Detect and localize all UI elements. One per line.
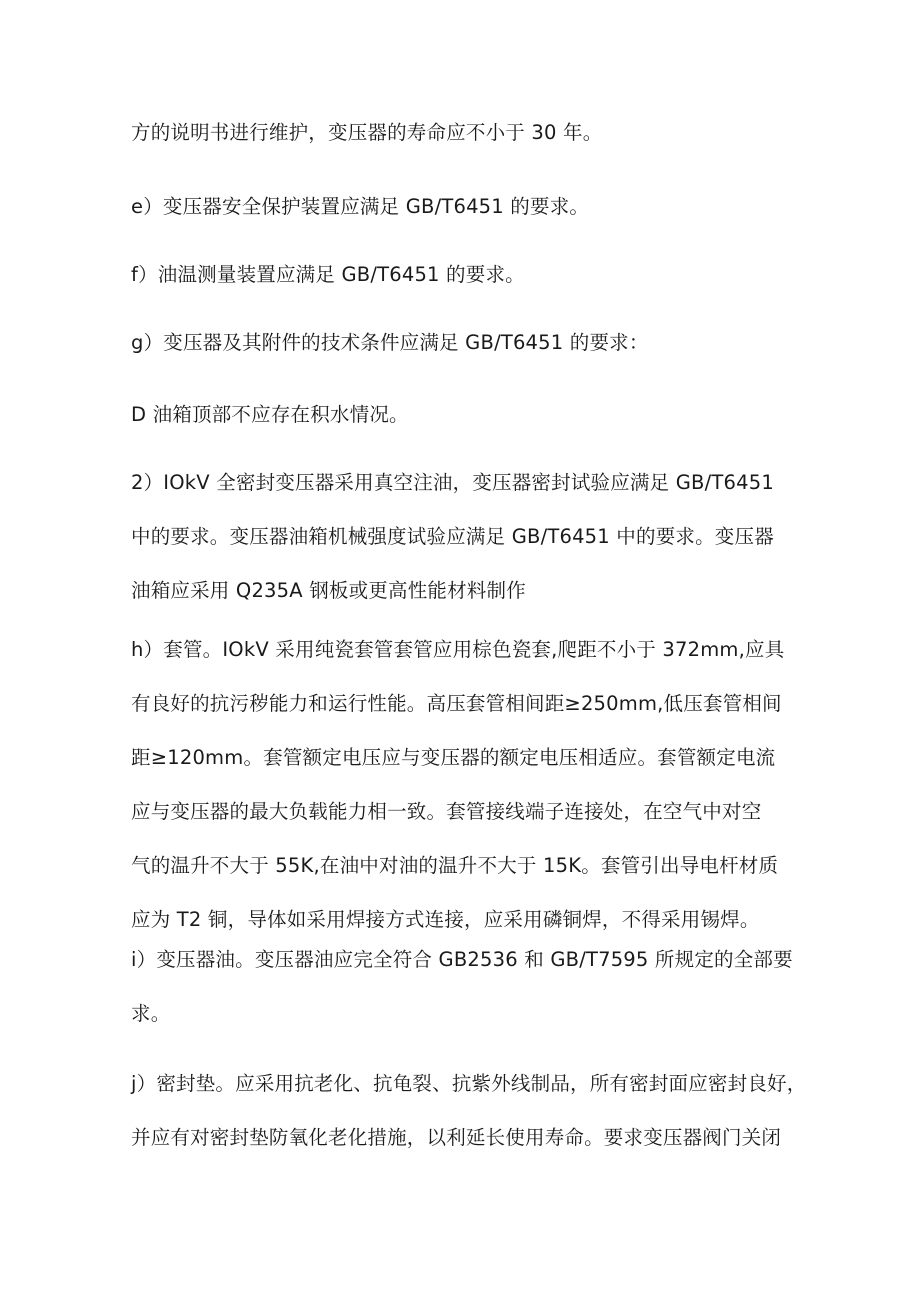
paragraph-e-safety-device (131, 180, 811, 234)
text-line: 距≥120mm。套管额定电压应与变压器的额定电压相适应。套管额定电流 (131, 746, 776, 769)
text-line: g）变压器及其附件的技术条件应满足 GB/T6451 的要求： (131, 331, 649, 354)
text-line: 并应有对密封垫防氧化老化措施，以利延长使用寿命。要求变压器阀门关闭 (131, 1126, 782, 1149)
text-line: 中的要求。变压器油箱机械强度试验应满足 GB/T6451 中的要求。变压器 (131, 525, 774, 548)
text-line: h）套管。IOkV 采用纯瓷套管套管应用棕色瓷套,爬距不小于 372mm,应具 (131, 638, 785, 661)
paragraph-lifespan (131, 106, 811, 160)
text-line: 求。 (131, 1002, 171, 1025)
text-line: 有良好的抗污秽能力和运行性能。高压套管相间距≥250mm,低压套管相间 (131, 692, 782, 715)
paragraph-i-transformer-oil (131, 933, 811, 1041)
text-line: i）变压器油。变压器油应完全符合 GB2536 和 GB/T7595 所规定的全部要 (131, 948, 793, 971)
text-line: 油箱应采用 Q235A 钢板或更高性能材料制作 (131, 579, 526, 602)
text-line: 应为 T2 铜，导体如采用焊接方式连接，应采用磷铜焊，不得采用锡焊。 (131, 908, 760, 931)
paragraph-g-technical-conditions (131, 316, 811, 370)
paragraph-h-bushing (131, 623, 811, 947)
text-line: 2）IOkV 全密封变压器采用真空注油，变压器密封试验应满足 GB/T6451 (131, 471, 774, 494)
paragraph-j-sealing-gasket (131, 1057, 811, 1165)
text-line: j）密封垫。应采用抗老化、抗龟裂、抗紫外线制品，所有密封面应密封良好， (131, 1072, 807, 1095)
paragraph-f-oil-temperature (131, 248, 811, 302)
text-line: 方的说明书进行维护，变压器的寿命应不小于 30 年。 (131, 121, 603, 144)
text-line: D 油箱顶部不应存在积水情况。 (131, 403, 409, 426)
text-line: f）油温测量装置应满足 GB/T6451 的要求。 (131, 263, 525, 286)
paragraph-2-vacuum-oil-filling (131, 456, 811, 618)
text-line: 应与变压器的最大负载能力相一致。套管接线端子连接处，在空气中对空 (131, 800, 762, 823)
text-line: 气的温升不大于 55K,在油中对油的温升不大于 15K。套管引出导电杆材质 (131, 854, 779, 877)
paragraph-d-tank-top (131, 388, 811, 442)
text-line: e）变压器安全保护装置应满足 GB/T6451 的要求。 (131, 195, 590, 218)
